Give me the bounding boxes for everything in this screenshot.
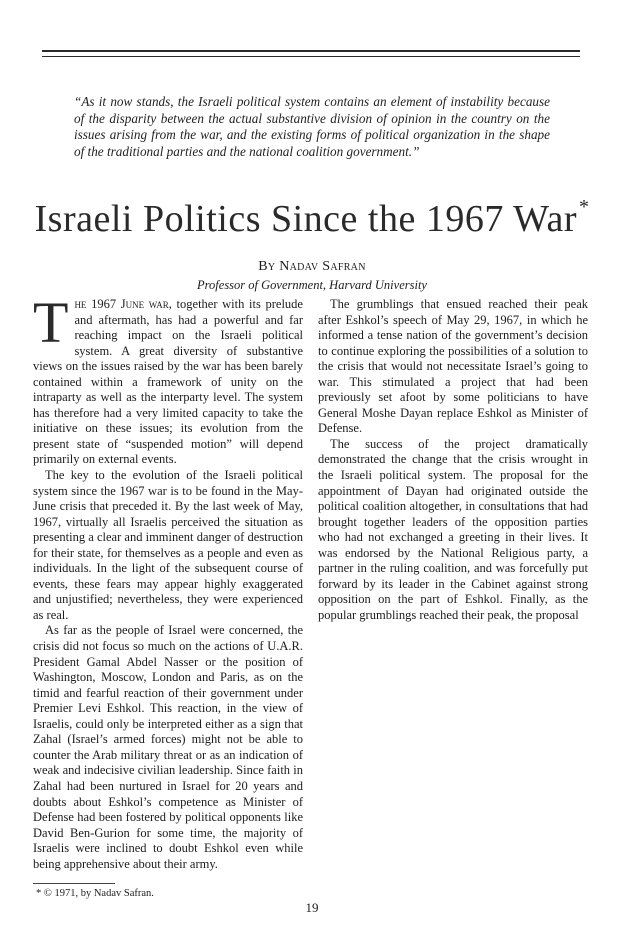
drop-cap: T <box>33 290 69 355</box>
copyright-footnote: * © 1971, by Nadav Safran. <box>36 888 154 899</box>
author-affiliation: Professor of Government, Harvard University <box>197 278 427 292</box>
title-footnote-mark: * <box>578 196 590 218</box>
author-byline: By Nadav Safran <box>258 259 366 274</box>
epigraph-quote: “As it now stands, the Israeli political system contains an element of instability because of the disparity between the actual substantive division of opinion in the country on the issues arising from the war, and the existing forms of political organization in the shape of the traditional parties and the national coalition government.” <box>74 94 550 159</box>
body-paragraph-2: The key to the evolution of the Israeli political system since the 1967 war is to be found in the May-June crisis that preceded it. By the last week of May, 1967, virtually all Israelis perceived the situation as presenting a clear and imminent danger of destruction for their state, for themselves as a people and even as individuals. In the light of the subsequent course of events, these fears may appear highly exaggerated and unjustified; nevertheless, they were experienced as real. <box>33 468 303 622</box>
opening-smallcaps: he 1967 June war, <box>74 297 172 311</box>
header-rule-top <box>42 50 580 52</box>
body-paragraph-5: The success of the project dramatically demonstrated the change that the crisis wrought in the Israeli political system. The proposal for the appointment of Dayan had originated outside the political coalition altogether, in consultations that had brought together leaders of the opposition parties who had not exchanged a greeting in their lives. It was endorsed by the National Religious party, a partner in the ruling coalition, and was forcefully put forward by its leader in the Cabinet against strong opposition on the part of Eshkol. Finally, as the popular grumblings reached their peak, the proposal <box>318 436 588 622</box>
body-paragraph-4: The grumblings that ensued reached their peak after Eshkol’s speech of May 29, 1967, in which he informed a tense nation of the government’s decision to continue exploring the possibilities of a solution to the crisis that would not necessitate Israel’s going to war. This stimulated a project that had been previously set afoot by some politicians to have General Moshe Dayan replace Eshkol as Minister of Defense. <box>318 297 588 436</box>
article-title-text: Israeli Politics Since the 1967 War <box>34 198 577 240</box>
body-paragraph-1 <box>33 290 303 468</box>
footnote-rule <box>33 883 115 884</box>
article-title <box>0 196 624 241</box>
body-column-right <box>318 297 588 623</box>
header-rule-bottom <box>42 56 580 57</box>
page-number: 19 <box>305 900 319 915</box>
body-paragraph-3: As far as the people of Israel were concerned, the crisis did not focus so much on the actions of U.A.R. President Gamal Abdel Nasser or the position of Washington, Moscow, London and Paris, as on the timid and fearful reaction of their government under Premier Levi Eshkol. This reaction, in the view of Israelis, could only be interpreted either as a sign that Zahal (Israel’s armed forces) might not be able to counter the Arab military threat or as an indication of weak and indecisive civilian leadership. Since faith in Zahal had been nurtured in Israel for 20 years and doubts about Eshkol’s competence as Minister of Defense had been fostered by political opponents like David Ben-Gurion for some time, the majority of Israelis were inclined to doubt Eshkol even while being apprehensive about their army. <box>33 623 303 871</box>
body-paragraph-1-text: together with its prelude and aftermath, has had a powerful and far reaching impact on the Israeli political system. A great diversity of substantive views on the issues raised by the war has been barely contained within a framework of unity on the intraparty as well as the interparty level. The system has therefore had a very limited capacity to take the initiative on these issues; its evolution from the present state of “suspended motion” will depend primarily on external events. <box>33 297 303 467</box>
body-column-left <box>33 290 303 872</box>
